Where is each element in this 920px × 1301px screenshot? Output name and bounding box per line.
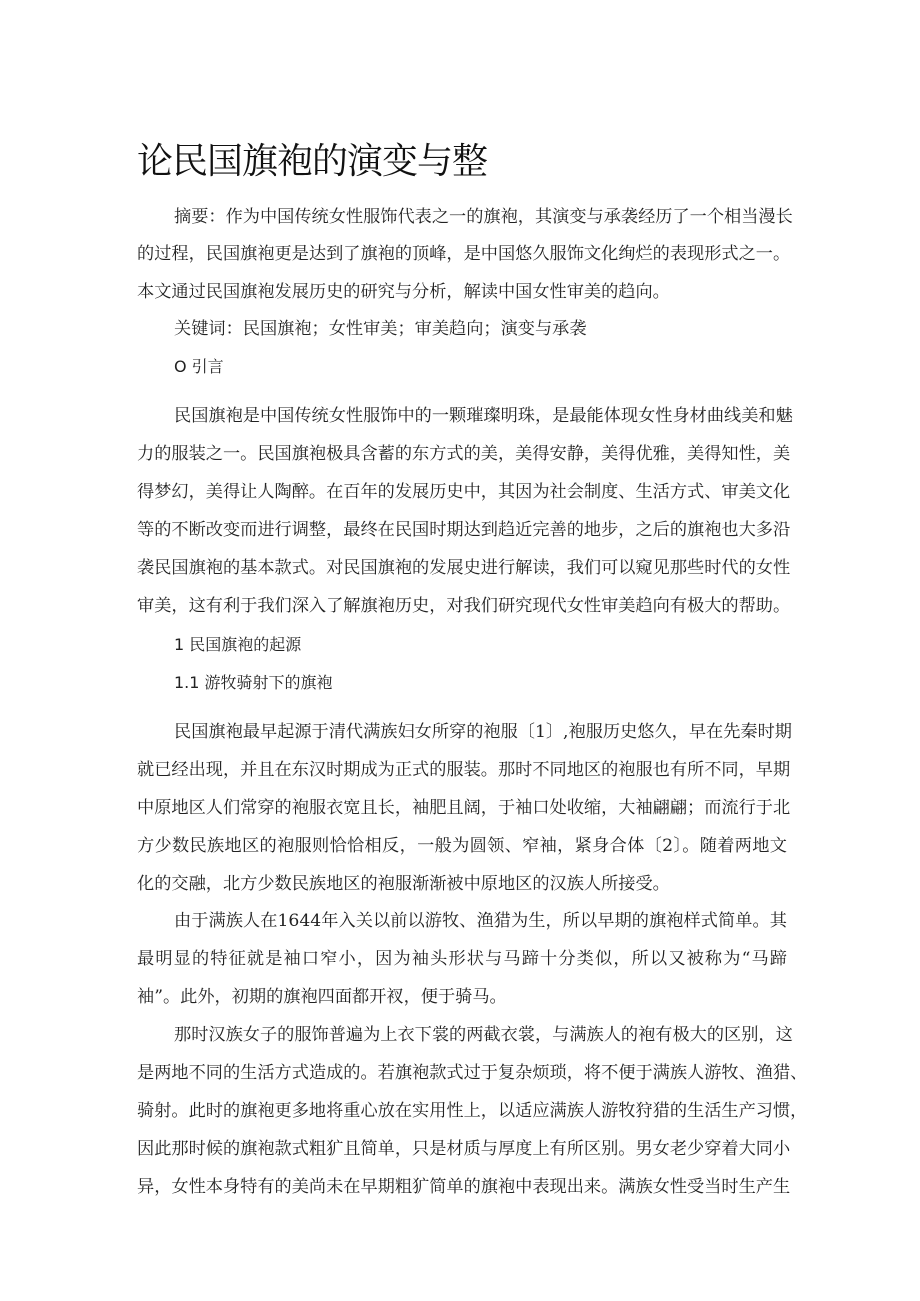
paragraph-line: 是两地不同的生活方式造成的。若旗袍款式过于复杂烦琐，将不便于满族人游牧、渔猎、 [137,1063,808,1083]
paragraph-line: 就已经出现，并且在东汉时期成为正式的服装。那时不同地区的袍服也有所不同，早期 [137,760,791,780]
intro-line: 袭民国旗袍的基本款式。对民国旗袍的发展史进行解读，我们可以窥见那些时代的女性 [137,558,791,578]
paragraph-line: 骑射。此时的旗袍更多地将重心放在实用性上，以适应满族人游牧狩猎的生活生产习惯， [137,1101,808,1121]
paragraph-line: 因此那时候的旗袍款式粗犷且简单，只是材质与厚度上有所区别。男女老少穿着大同小 [137,1139,791,1159]
paragraph-line: 民国旗袍最早起源于清代满族妇女所穿的袍服〔1〕,袍服历史悠久，早在先秦时期 [174,722,792,742]
intro-line: 民国旗袍是中国传统女性服饰中的一颗璀璨明珠，是最能体现女性身材曲线美和魅 [174,406,793,426]
intro-line: 审美，这有利于我们深入了解旗袍历史，对我们研究现代女性审美趋向有极大的帮助。 [137,596,791,616]
section-heading-1: 1 民国旗袍的起源 [174,635,302,654]
section-heading-intro: O 引言 [174,357,224,376]
paragraph-line: 最明显的特征就是袖口窄小，因为袖头形状与马蹄十分类似，所以又被称为“马蹄 [137,949,787,969]
paragraph-line: 袖”。此外，初期的旗袍四面都开衩，便于骑马。 [137,987,507,1007]
section-heading-1-1: 1.1 游牧骑射下的旗袍 [174,673,333,692]
paragraph-line: 异，女性本身特有的美尚未在早期粗犷简单的旗袍中表现出来。满族女性受当时生产生 [137,1177,791,1197]
paragraph-line: 由于满族人在1644年入关以前以游牧、渔猎为生，所以早期的旗袍样式简单。其 [174,911,787,931]
paragraph-line: 那时汉族女子的服饰普遍为上衣下裳的两截衣裳，与满族人的袍有极大的区别，这 [174,1025,793,1045]
intro-line: 得梦幻，美得让人陶醉。在百年的发展历史中，其因为社会制度、生活方式、审美文化 [137,482,791,502]
abstract-line: 本文通过民国旗袍发展历史的研究与分析，解读中国女性审美的趋向。 [137,282,670,302]
abstract-line: 摘要：作为中国传统女性服饰代表之一的旗袍，其演变与承袭经历了一个相当漫长 [174,207,793,227]
paragraph-line: 中原地区人们常穿的袍服衣宽且长，袖肥且阔，于袖口处收缩，大袖翩翩；而流行于北 [137,798,791,818]
intro-line: 力的服装之一。民国旗袍极具含蓄的东方式的美，美得安静，美得优雅，美得知性，美 [137,444,791,464]
keywords: 关键词：民国旗袍；女性审美；审美趋向；演变与承袭 [174,319,587,339]
abstract-line: 的过程，民国旗袍更是达到了旗袍的顶峰，是中国悠久服饰文化绚烂的表现形式之一。 [137,244,791,264]
paragraph-line: 化的交融，北方少数民族地区的袍服渐渐被中原地区的汉族人所接受。 [137,874,670,894]
page-title: 论民国旗袍的演变与整 [137,141,488,182]
intro-line: 等的不断改变而进行调整，最终在民国时期达到趋近完善的地步，之后的旗袍也大多沿 [137,520,791,540]
paragraph-line: 方少数民族地区的袍服则恰恰相反，一般为圆领、窄袖，紧身合体〔2〕。随着两地文 [137,836,787,856]
